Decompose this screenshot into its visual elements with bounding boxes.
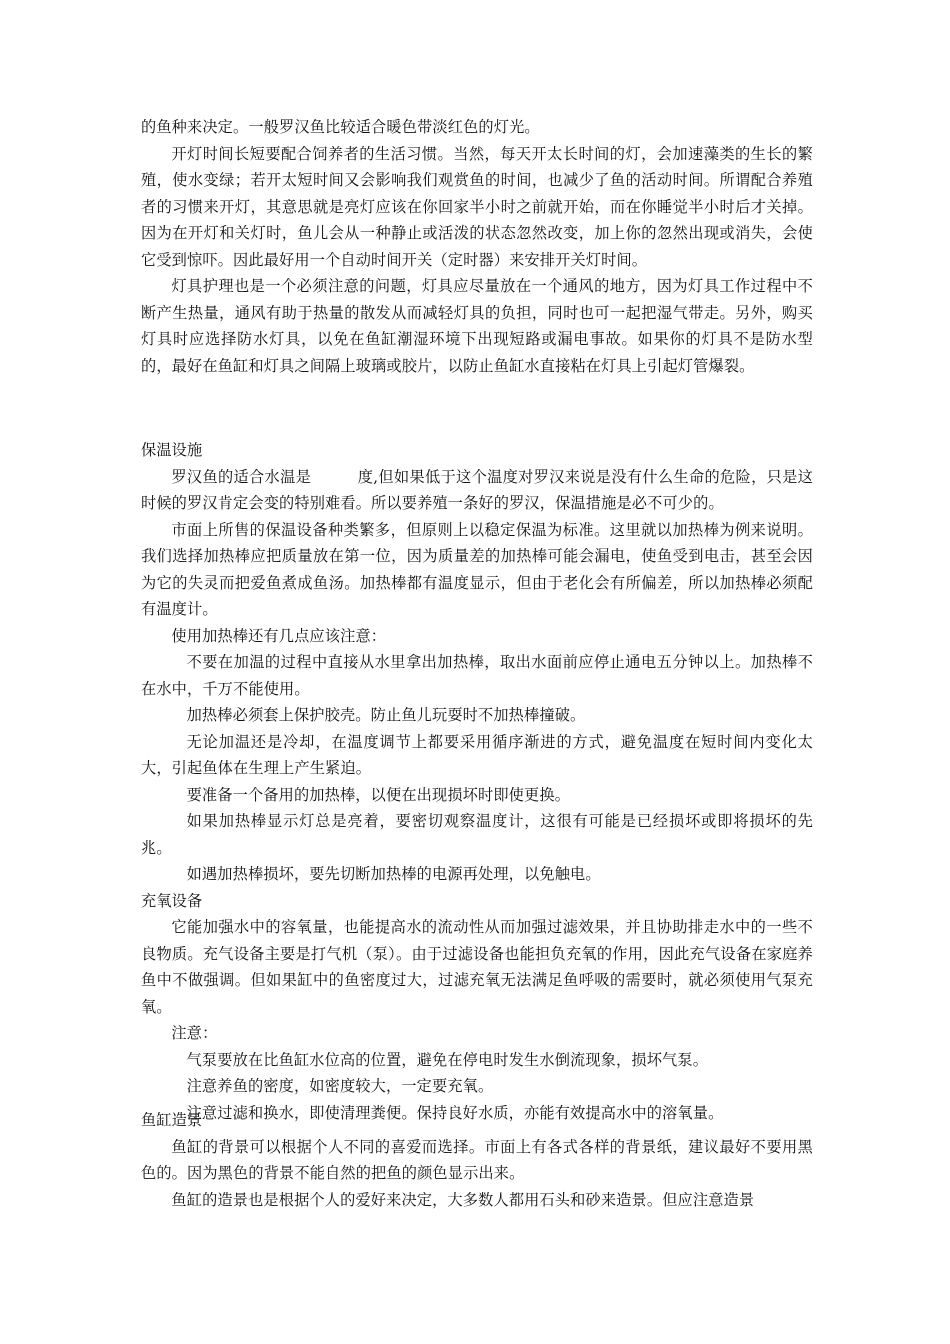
list-item: 加热棒必须套上保护胶壳。防止鱼儿玩耍时不加热棒撞破。 xyxy=(186,706,586,724)
section-heading: 充氧设备 xyxy=(141,891,203,910)
section-heading: 保温设施 xyxy=(141,441,203,459)
paragraph: 使用加热棒还有几点应该注意： xyxy=(171,626,387,645)
scenery-section xyxy=(141,1107,813,1213)
paragraph: 的鱼种来决定。一般罗汉鱼比较适合暖色带淡红色的灯光。 xyxy=(141,118,540,136)
paragraph: 市面上所售的保温设备种类繁多，但原则上以稳定保温为标准。这里就以加热棒为例来说明。我们选择加热棒应把质量放在第一位，因为质量差的加热棒可能会漏电，使鱼受到电击，甚至会因为它的失灵而把爱鱼煮成鱼汤。加热棒都有温度显示，但由于老化会有所偏差，所以加热棒必须配有温度计。 xyxy=(141,520,813,618)
note-label: 注意： xyxy=(171,1024,218,1042)
list-item: 注意过滤和换水，即使清理粪便。保持良好水质，亦能有效提高水中的溶氧量。 xyxy=(186,1103,724,1122)
list-item: 无论加温还是冷却，在温度调节上都要采用循序渐进的方式，避免温度在短时间内变化太大，引起鱼体在生理上产生紧迫。 xyxy=(141,732,813,777)
paragraph: 鱼缸的背景可以根据个人不同的喜爱而选择。市面上有各式各样的背景纸，建议最好不要用黑色的。因为黑色的背景不能自然的把鱼的颜色显示出来。 xyxy=(141,1137,813,1182)
paragraph: 灯具护理也是一个必须注意的问题，灯具应尽量放在一个通风的地方，因为灯具工作过程中不断产生热量，通风有助于热量的散发从而减轻灯具的负担，同时也可一起把湿气带走。另外，购买灯具时应选择防水灯具，以免在鱼缸潮湿环境下出现短路或漏电事故。如果你的灯具不是防水型的，最好在鱼缸和灯具之间隔上玻璃或胶片，以防止鱼缸水直接粘在灯具上引起灯管爆裂。 xyxy=(141,277,813,375)
paragraph: 开灯时间长短要配合饲养者的生活习惯。当然，每天开太长时间的灯，会加速藻类的生长的繁殖，使水变绿；若开太短时间又会影响我们观赏鱼的时间，也减少了鱼的活动时间。所谓配合养殖者的习惯来开灯，其意思就是亮灯应该在你回家半小时之前就开始，而在你睡觉半小时后才关掉。因为在开灯和关灯时，鱼儿会从一种静止或活泼的状态忽然改变，加上你的忽然出现或消失，会使它受到惊吓。因此最好用一个自动时间开关（定时器）来安排开关灯时间。 xyxy=(141,144,813,269)
lighting-section xyxy=(141,114,813,379)
heating-section xyxy=(141,437,813,1126)
list-item: 如遇加热棒损坏，要先切断加热棒的电源再处理，以免触电。 xyxy=(186,865,601,883)
list-item: 要准备一个备用的加热棒，以便在出现损坏时即使更换。 xyxy=(186,785,571,804)
list-item: 注意养鱼的密度，如密度较大，一定要充氧。 xyxy=(186,1077,494,1095)
list-item: 如果加热棒显示灯总是亮着，要密切观察温度计，这很有可能是已经损坏或即将损坏的先兆。 xyxy=(141,812,813,857)
paragraph: 鱼缸的造景也是根据个人的爱好来决定，大多数人都用石头和砂来造景。但应注意造景 xyxy=(171,1190,755,1209)
paragraph: 它能加强水中的容氧量，也能提高水的流动性从而加强过滤效果，并且协助排走水中的一些不良物质。充气设备主要是打气机（泵）。由于过滤设备也能担负充氧的作用，因此充气设备在家庭养鱼中不做强调。但如果缸中的鱼密度过大，过滤充氧无法满足鱼呼吸的需要时，就必须使用气泵充氧。 xyxy=(141,918,813,1016)
list-item: 气泵要放在比鱼缸水位高的位置，避免在停电时发生水倒流现象，损坏气泵。 xyxy=(186,1050,709,1069)
list-item: 不要在加温的过程中直接从水里拿出加热棒，取出水面前应停止通电五分钟以上。加热棒不在水中，千万不能使用。 xyxy=(141,653,813,698)
paragraph: 罗汉鱼的适合水温是 度,但如果低于这个温度对罗汉来说是没有什么生命的危险，只是这时候的罗汉肯定会变的特别难看。所以要养殖一条好的罗汉，保温措施是必不可少的。 xyxy=(141,467,813,512)
section-heading: 鱼缸造景 xyxy=(141,1111,203,1129)
